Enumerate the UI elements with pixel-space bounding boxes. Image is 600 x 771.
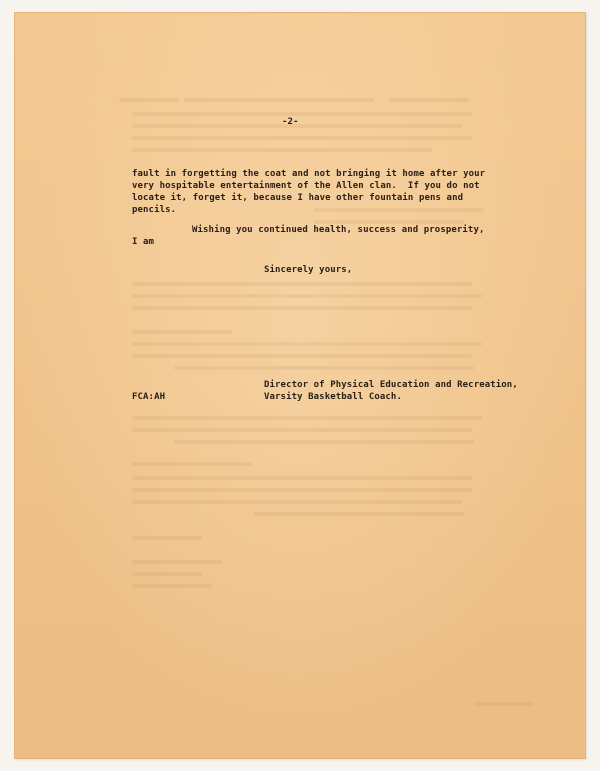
signature-title-1: Director of Physical Education and Recreation,	[264, 380, 518, 390]
body-line-1: fault in forgetting the coat and not bringing it home after your	[132, 169, 486, 179]
page-number: -2-	[282, 117, 299, 127]
body-line-4: pencils.	[132, 205, 177, 215]
signature-title-2: Varsity Basketball Coach.	[264, 392, 402, 402]
reference-initials: FCA:AH	[132, 392, 166, 402]
body-line-3: locate it, forget it, because I have other fountain pens and	[132, 193, 464, 203]
i-am-line: I am	[132, 237, 155, 247]
body-line-2: very hospitable entertainment of the Allen clan. If you do not	[132, 181, 480, 191]
letter-page	[14, 12, 586, 759]
wishing-line: Wishing you continued health, success and prosperity,	[192, 225, 485, 235]
complimentary-closing: Sincerely yours,	[264, 265, 353, 275]
